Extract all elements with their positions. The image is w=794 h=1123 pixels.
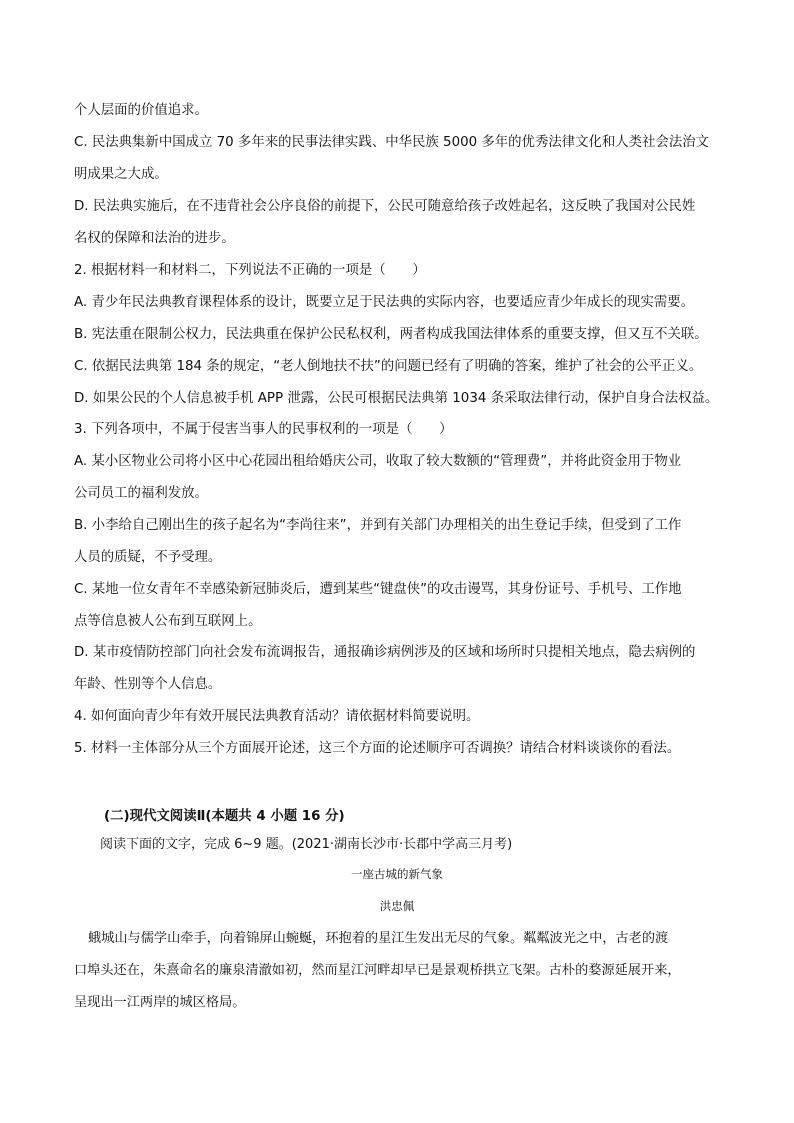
text-line: 年龄、性别等个人信息。	[74, 677, 222, 692]
text-line: 人员的质疑，不予受理。	[74, 550, 222, 565]
reading-instruction: 阅读下面的文字，完成 6~9 题。(2021·湖南长沙市·长郡中学高三月考)	[100, 837, 513, 852]
text-line: 个人层面的价值追求。	[74, 103, 208, 118]
essay-paragraph-line: 蛾城山与儒学山牵手，向着锦屏山蜿蜒，环抱着的星江生发出无尽的气象。粼粼波光之中，古老的渡	[88, 931, 669, 946]
text-line: 点等信息被人公布到互联网上。	[74, 614, 262, 629]
essay-title: 一座古城的新气象	[351, 867, 443, 881]
section-heading: (二)现代文阅读Ⅱ(本题共 4 小题 16 分)	[104, 809, 345, 824]
option-a-line: A. 青少年民法典教育课程体系的设计，既要立足于民法典的实际内容，也要适应青少年成长的现实需要。	[74, 295, 695, 310]
question-4: 4. 如何面向青少年有效开展民法典教育活动？请依据材料简要说明。	[74, 709, 480, 724]
option-c-line: C. 某地一位女青年不幸感染新冠肺炎后，遭到某些“键盘侠”的攻击谩骂，其身份证号、手机号、工作地	[74, 582, 682, 597]
text-line: 名权的保障和法治的进步。	[74, 231, 235, 246]
text-line: 明成果之大成。	[74, 167, 168, 182]
option-d-line: D. 民法典实施后，在不违背社会公序良俗的前提下，公民可随意给孩子改姓起名，这反映了我国对公民姓	[74, 199, 696, 214]
text-line: 公司员工的福利发放。	[74, 486, 208, 501]
essay-paragraph-line: 呈现出一江两岸的城区格局。	[74, 995, 246, 1010]
essay-author: 洪忠佩	[379, 899, 415, 913]
question-5: 5. 材料一主体部分从三个方面展开论述，这三个方面的论述顺序可否调换？请结合材料谈谈你的看法。	[74, 741, 681, 756]
option-a-line: A. 某小区物业公司将小区中心花园出租给婚庆公司，收取了较大数额的“管理费”，并将此资金用于物业	[74, 454, 682, 469]
option-b-line: B. 小李给自己刚出生的孩子起名为“李尚往来”，并到有关部门办理相关的出生登记手续，但受到了工作	[74, 518, 682, 533]
question-2: 2. 根据材料一和材料二，下列说法不正确的一项是（ ）	[74, 263, 426, 278]
essay-paragraph-line: 口埠头还在，朱熹命名的廉泉清澈如初，然而星江河畔却早已是景观桥拱立飞架。古朴的婺源延展开来，	[74, 963, 681, 978]
option-c-line: C. 民法典集新中国成立 70 多年来的民事法律实践、中华民族 5000 多年的优秀法律文化和人类社会法治文	[74, 135, 710, 150]
question-3: 3. 下列各项中，不属于侵害当事人的民事权利的一项是（ ）	[74, 422, 453, 437]
option-c-line: C. 依据民法典第 184 条的规定，“老人倒地扶不扶”的问题已经有了明确的答案，维护了社会的公平正义。	[74, 359, 703, 374]
option-b-line: B. 宪法重在限制公权力，民法典重在保护公民私权利，两者构成我国法律体系的重要支撑，但又互不关联。	[74, 327, 708, 342]
option-d-line: D. 如果公民的个人信息被手机 APP 泄露，公民可根据民法典第 1034 条采取法律行动，保护自身合法权益。	[74, 391, 719, 406]
option-d-line: D. 某市疫情防控部门向社会发布流调报告，通报确诊病例涉及的区域和场所时只提相关地点，隐去病例的	[74, 645, 696, 660]
